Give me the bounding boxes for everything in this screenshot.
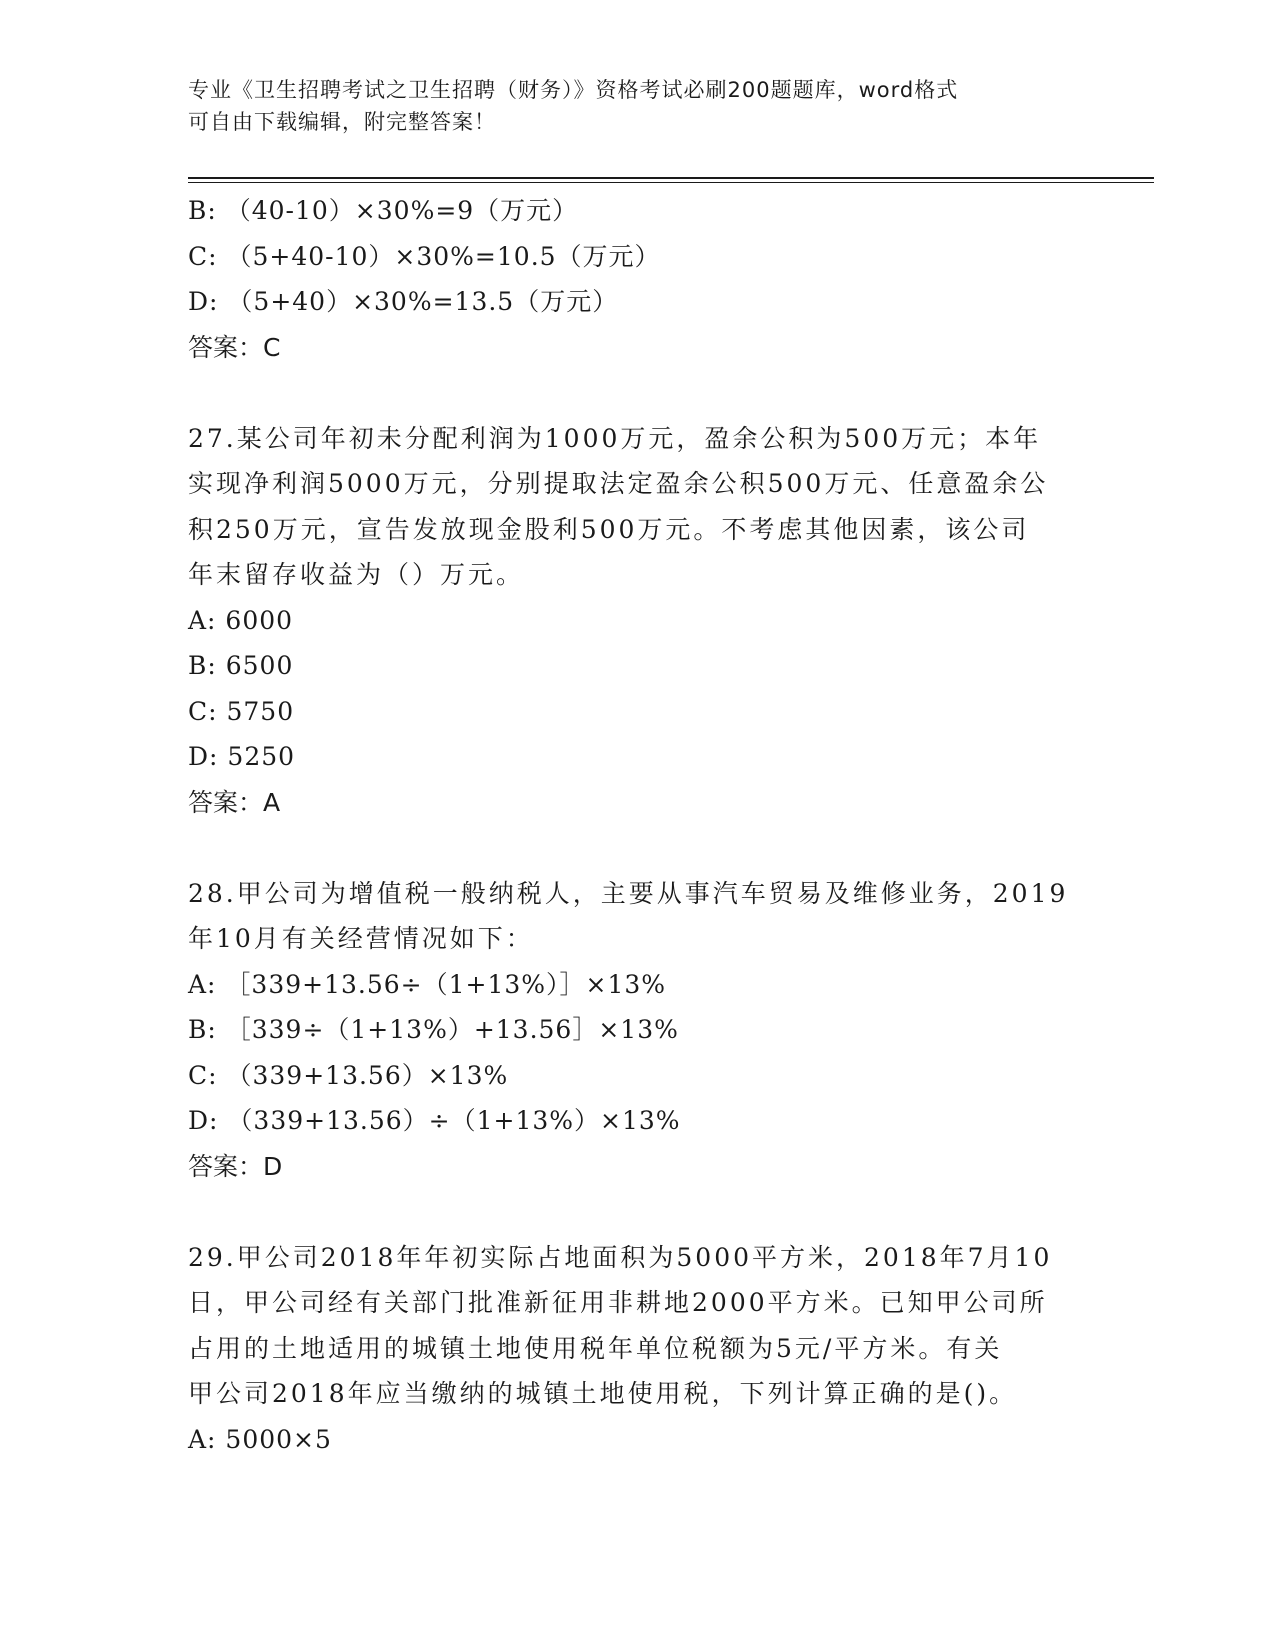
option-a: A: ［339+13.56÷（1+13%）］×13% [188,969,667,999]
question-stem-line: 积250万元，宣告发放现金股利500万元。不考虑其他因素，该公司 [188,514,1030,544]
question-content [188,188,1088,1462]
question-stem-line: 27.某公司年初未分配利润为1000万元，盈余公积为500万元；本年 [188,423,1042,453]
option-b: B: ［339÷（1+13%）+13.56］×13% [188,1015,679,1044]
option-c: C: 5750 [188,696,295,726]
question-26-tail [188,188,1088,370]
header-title-line-1: 专业《卫生招聘考试之卫生招聘（财务）》资格考试必刷200题题库，word格式 [188,78,959,102]
question-stem-line: 29.甲公司2018年年初实际占地面积为5000平方米，2018年7月10 [188,1242,1053,1272]
option-c: C: （339+13.56）×13% [188,1060,509,1090]
question-stem-line: 占用的土地适用的城镇土地使用税年单位税额为5元/平方米。有关 [188,1333,1003,1363]
option-a: A: 5000×5 [188,1424,332,1454]
question-29 [188,1235,1088,1463]
option-a: A: 6000 [188,605,294,635]
answer-line: 答案：C [188,332,281,362]
question-stem-line: 年末留存收益为（）万元。 [188,560,525,589]
option-d: D: 5250 [188,742,296,771]
question-28 [188,871,1088,1190]
question-gap [188,1189,1088,1235]
option-b: B: 6500 [188,651,294,680]
question-stem-line: 日，甲公司经有关部门批准新征用非耕地2000平方米。已知甲公司所 [188,1288,1048,1317]
question-stem-line: 甲公司2018年应当缴纳的城镇土地使用税，下列计算正确的是()。 [188,1379,1018,1408]
question-stem-line: 年10月有关经营情况如下： [188,924,534,953]
question-stem-line: 实现净利润5000万元，分别提取法定盈余公积500万元、任意盈余公 [188,469,1049,498]
question-27 [188,416,1088,826]
document-header [188,74,1068,138]
question-gap [188,370,1088,416]
option-d: D: （5+40）×30%=13.5（万元） [188,287,619,316]
question-stem-line: 28.甲公司为增值税一般纳税人，主要从事汽车贸易及维修业务，2019 [188,878,1069,908]
option-b: B: （40-10）×30%=9（万元） [188,196,579,225]
option-d: D: （339+13.56）÷（1+13%）×13% [188,1106,681,1135]
header-title-line-2: 可自由下载编辑，附完整答案！ [188,110,496,134]
answer-line: 答案：A [188,787,281,817]
option-c: C: （5+40-10）×30%=10.5（万元） [188,241,661,271]
header-divider-thick [188,177,1154,179]
answer-line: 答案：D [188,1151,283,1181]
question-gap [188,825,1088,871]
header-divider-thin [188,182,1154,183]
